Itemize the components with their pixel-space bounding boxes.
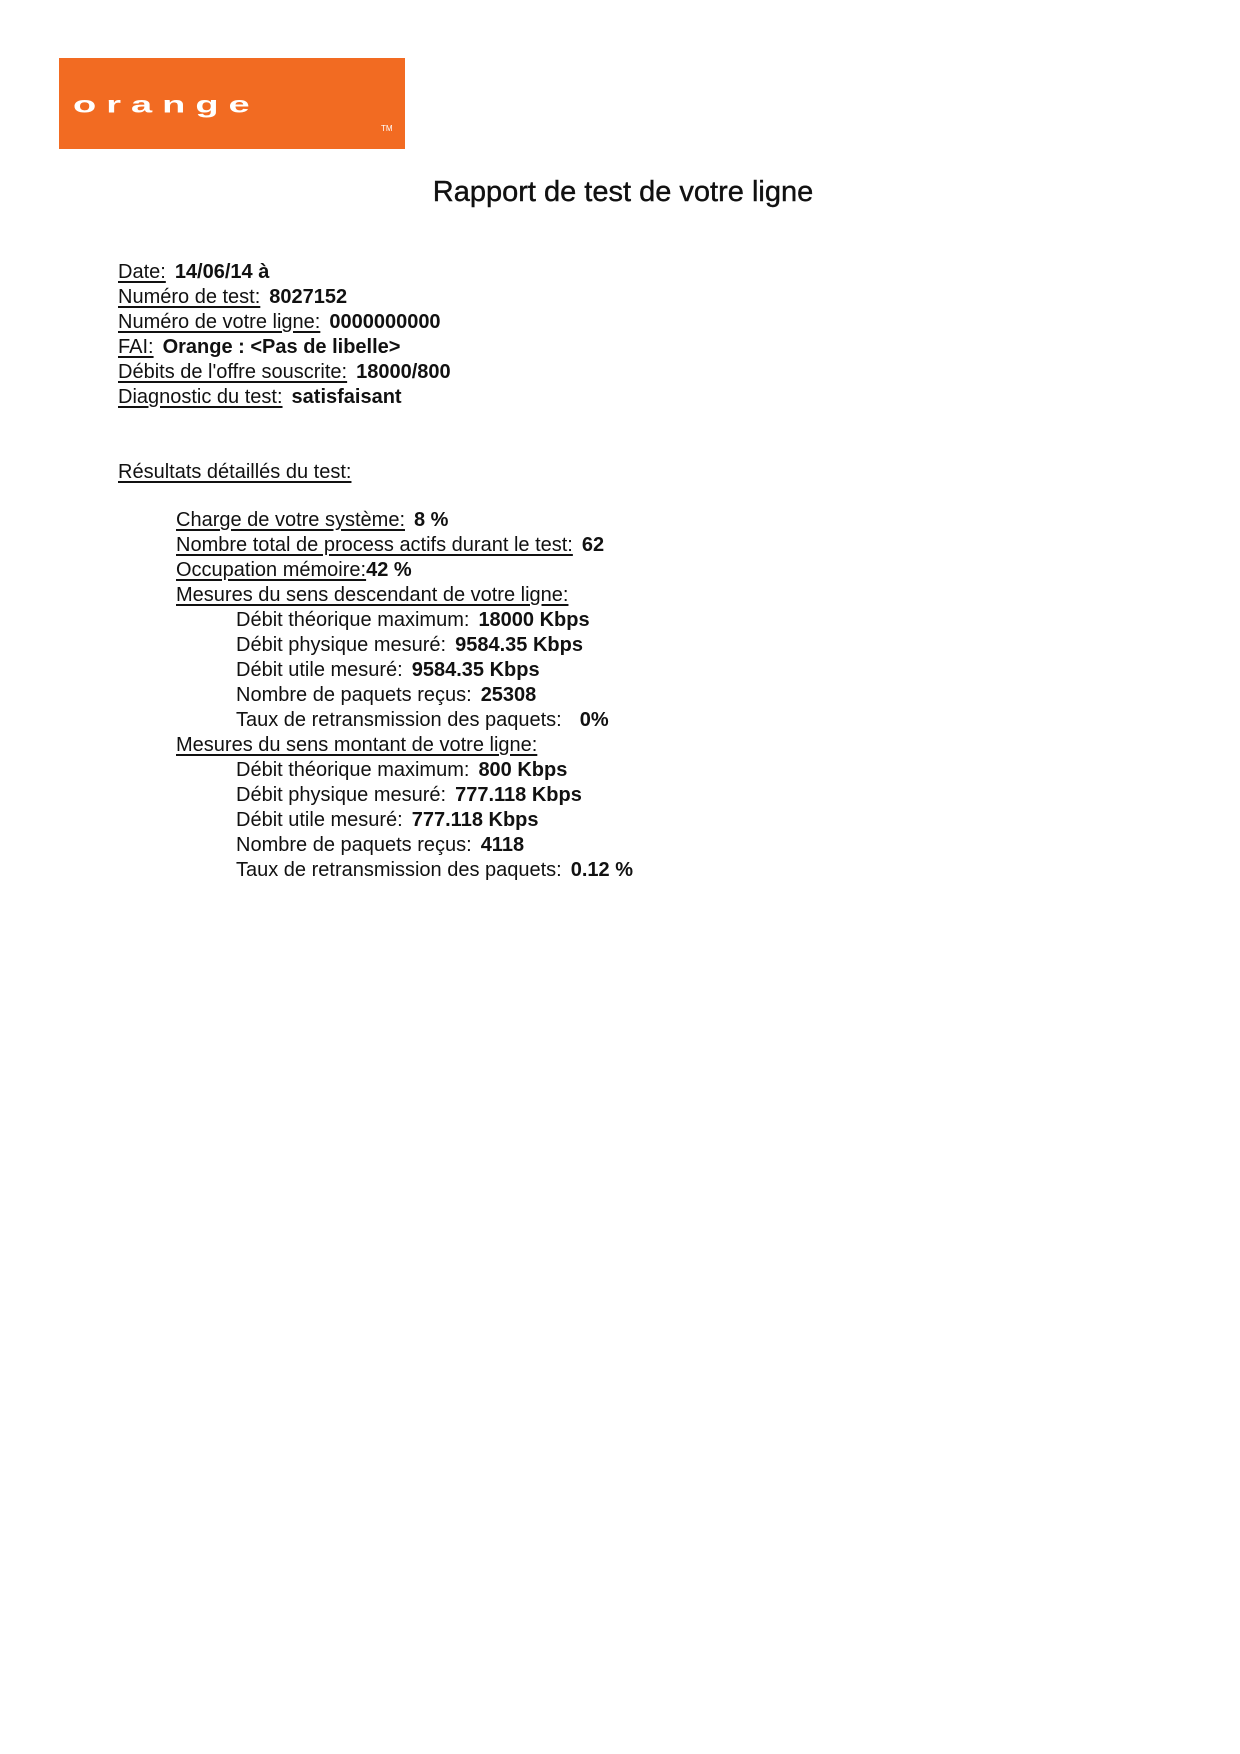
measure-label: Débit utile mesuré: [236, 809, 403, 831]
downstream-retransmission-rate [236, 708, 609, 733]
upstream-heading [176, 733, 537, 758]
measure-label: Taux de retransmission des paquets: [236, 859, 562, 881]
measure-value: 9584.35 Kbps [455, 634, 583, 656]
measure-label: Débit théorique maximum: [236, 759, 470, 781]
measure-label: Débit physique mesuré: [236, 784, 447, 806]
info-line-number [118, 310, 441, 335]
report-title: Rapport de test de votre ligne [432, 176, 814, 208]
info-value: satisfaisant [291, 386, 402, 408]
info-subscribed-rates [118, 360, 451, 385]
logo-wordmark: orange [73, 92, 260, 119]
upstream-physical-rate [236, 783, 582, 808]
measure-label: Nombre de paquets reçus: [236, 684, 472, 706]
info-value: Orange : <Pas de libelle> [162, 336, 401, 358]
downstream-max-rate [236, 608, 590, 633]
upstream-heading-label: Mesures du sens montant de votre ligne: [176, 734, 538, 756]
info-label: Diagnostic du test: [118, 386, 283, 408]
info-value: 14/06/14 à [174, 261, 270, 283]
measure-value: 25308 [480, 684, 537, 706]
stat-value: 62 [581, 534, 605, 556]
info-date [118, 260, 269, 285]
upstream-retransmission-rate [236, 858, 633, 883]
measure-value: 777.118 Kbps [411, 809, 539, 831]
upstream-packets-received [236, 833, 524, 858]
info-isp [118, 335, 400, 360]
info-value: 18000/800 [356, 361, 451, 383]
info-label: Numéro de test: [118, 286, 261, 308]
measure-label: Nombre de paquets reçus: [236, 834, 472, 856]
measure-value: 0% [579, 709, 609, 731]
info-value: 0000000000 [329, 311, 441, 333]
info-test-number [118, 285, 347, 310]
downstream-heading [176, 583, 568, 608]
measure-value: 0.12 % [570, 859, 633, 881]
measure-label: Débit utile mesuré: [236, 659, 403, 681]
info-label: Date: [118, 261, 166, 283]
info-diagnostic [118, 385, 402, 410]
info-label: Débits de l'offre souscrite: [118, 361, 348, 383]
memory-usage [176, 558, 412, 583]
info-value: 8027152 [269, 286, 348, 308]
info-label: Numéro de votre ligne: [118, 311, 321, 333]
stat-value: 8 % [414, 509, 449, 531]
upstream-max-rate [236, 758, 567, 783]
stat-label: Occupation mémoire: [176, 559, 367, 581]
measure-value: 777.118 Kbps [455, 784, 582, 806]
measure-value: 800 Kbps [478, 759, 568, 781]
measure-value: 9584.35 Kbps [411, 659, 540, 681]
stat-value: 42 % [366, 559, 412, 581]
measure-value: 4118 [480, 834, 525, 856]
active-processes [176, 533, 604, 558]
stat-label: Nombre total de process actifs durant le test: [176, 534, 573, 556]
stat-label: Charge de votre système: [176, 509, 405, 531]
logo-trademark: TM [381, 124, 393, 133]
measure-label: Débit physique mesuré: [236, 634, 447, 656]
results-heading-label: Résultats détaillés du test: [118, 461, 352, 483]
orange-logo [59, 58, 405, 149]
downstream-heading-label: Mesures du sens descendant de votre ligne: [176, 584, 569, 606]
measure-label: Débit théorique maximum: [236, 609, 470, 631]
downstream-packets-received [236, 683, 536, 708]
measure-value: 18000 Kbps [478, 609, 590, 631]
info-label: FAI: [118, 336, 154, 358]
upstream-useful-rate [236, 808, 539, 833]
system-load [176, 508, 448, 533]
downstream-physical-rate [236, 633, 583, 658]
results-heading [118, 460, 351, 485]
downstream-useful-rate [236, 658, 540, 683]
measure-label: Taux de retransmission des paquets: [236, 709, 562, 731]
